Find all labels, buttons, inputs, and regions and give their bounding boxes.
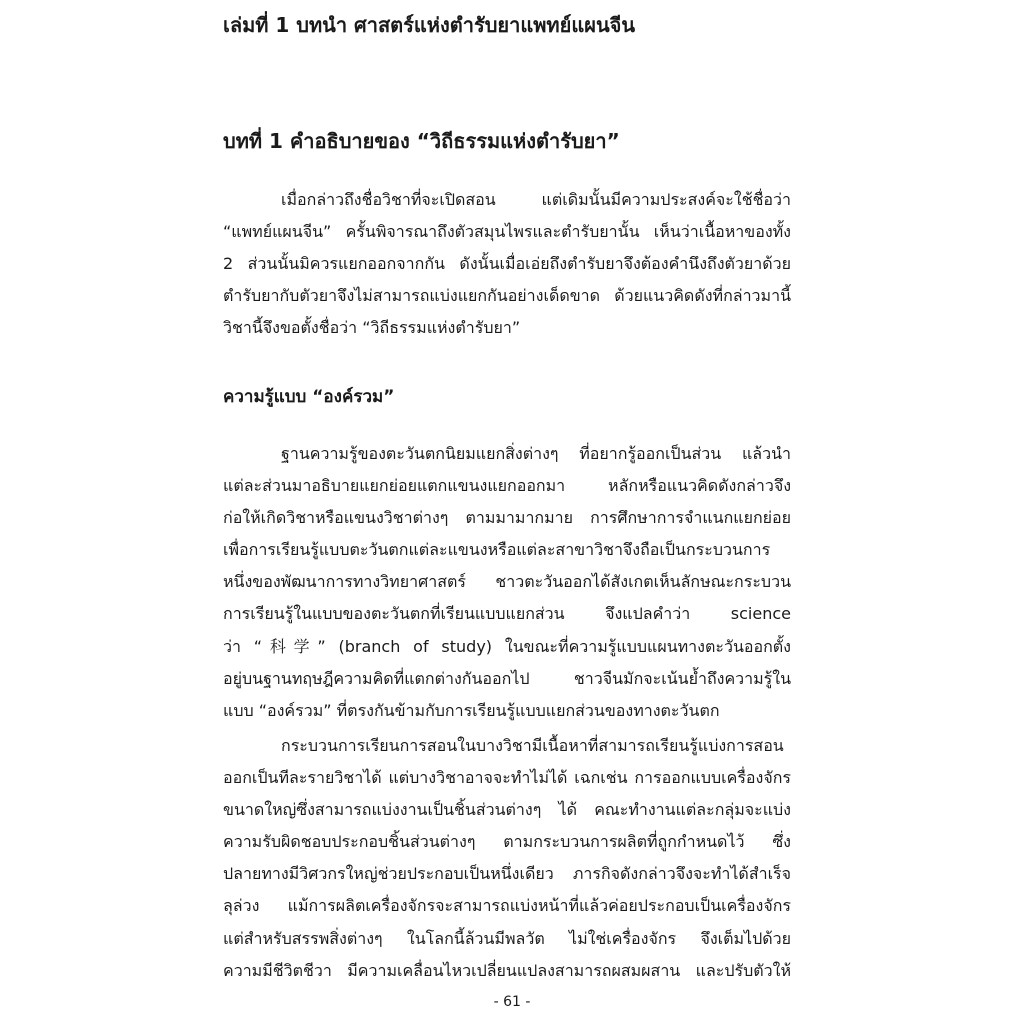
paragraph-line: “แพทย์แผนจีน” ครั้นพิจารณาถึงตัวสมุนไพรและตำรับยานั้น เห็นว่าเนื้อหาของทั้ง [223,222,791,242]
paragraph-line: อยู่บนฐานทฤษฎีความคิดที่แตกต่างกันออกไป ชาวจีนมักจะเน้นย้ำถึงความรู้ใน [223,668,791,688]
paragraph-line: ฐานความรู้ของตะวันตกนิยมแยกสิ่งต่างๆ ที่อยากรู้ออกเป็นส่วน แล้วนำ [281,444,791,463]
paragraph-line: ตำรับยากับตัวยาจึงไม่สามารถแบ่งแยกกันอย่างเด็ดขาด ด้วยแนวคิดดังที่กล่าวมานี้ [223,286,791,306]
paragraph-line: ความรับผิดชอบประกอบชิ้นส่วนต่างๆ ตามกระบวนการผลิตที่ถูกกำหนดไว้ ซึ่ง [223,832,791,852]
paragraph-line: เมื่อกล่าวถึงชื่อวิชาที่จะเปิดสอน แต่เดิมนั้นมีความประสงค์จะใช้ชื่อว่า [281,190,791,209]
section-heading: ความรู้แบบ “องค์รวม” [223,387,395,407]
chapter-title: บทที่ 1 คำอธิบายของ “วิถีธรรมแห่งตำรับยา” [223,129,620,153]
paragraph-line: วิชานี้จึงขอตั้งชื่อว่า “วิถีธรรมแห่งตำรับยา” [223,318,521,338]
paragraph-line: ลุล่วง แม้การผลิตเครื่องจักรจะสามารถแบ่งหน้าที่แล้วค่อยประกอบเป็นเครื่องจักร [223,896,791,916]
paragraph-line: ความมีชีวิตชีวา มีความเคลื่อนไหวเปลี่ยนแปลงสามารถผสมผสาน และปรับตัวให้ [223,960,791,980]
paragraph-line: ว่า “科学” (branch of study) ในขณะที่ความรู้แบบแผนทางตะวันออกตั้ง [223,636,791,656]
paragraph-line: แบบ “องค์รวม” ที่ตรงกันข้ามกับการเรียนรู้แบบแยกส่วนของทางตะวันตก [223,700,720,720]
paragraph-intro [223,184,791,344]
paragraph-learning-process [223,730,791,987]
paragraph-holistic [223,438,791,727]
paragraph-line: ขนาดใหญ่ซึ่งสามารถแบ่งงานเป็นชิ้นส่วนต่างๆ ได้ คณะทำงานแต่ละกลุ่มจะแบ่ง [223,800,791,820]
paragraph-line: ก่อให้เกิดวิชาหรือแขนงวิชาต่างๆ ตามมามากมาย การศึกษาการจำแนกแยกย่อย [223,508,791,528]
paragraph-line: การเรียนรู้ในแบบของตะวันตกที่เรียนแบบแยกส่วน จึงแปลคำว่า science [223,604,791,624]
paragraph-line: แต่สำหรับสรรพสิ่งต่างๆ ในโลกนี้ล้วนมีพลวัต ไม่ใช่เครื่องจักร จึงเต็มไปด้วย [223,928,791,948]
paragraph-line: ปลายทางมีวิศวกรใหญ่ช่วยประกอบเป็นหนึ่งเดียว ภารกิจดังกล่าวจึงจะทำได้สำเร็จ [223,864,791,884]
paragraph-line: ออกเป็นทีละรายวิชาได้ แต่บางวิชาอาจจะทำไม่ได้ เฉกเช่น การออกแบบเครื่องจักร [223,768,791,788]
book-title-header: เล่มที่ 1 บทนำ ศาสตร์แห่งตำรับยาแพทย์แผนจีน [223,13,636,37]
paragraph-line: 2 ส่วนนั้นมิควรแยกออกจากกัน ดังนั้นเมื่อเอ่ยถึงตำรับยาจึงต้องคำนึงถึงตัวยาด้วย [223,254,791,274]
page-number: - 61 - [493,994,531,1010]
paragraph-line: เพื่อการเรียนรู้แบบตะวันตกแต่ละแขนงหรือแต่ละสาขาวิชาจึงถือเป็นกระบวนการ [223,540,771,560]
paragraph-line: หนึ่งของพัฒนาการทางวิทยาศาสตร์ ชาวตะวันออกได้สังเกตเห็นลักษณะกระบวน [223,572,791,592]
paragraph-line: กระบวนการเรียนการสอนในบางวิชามีเนื้อหาที่สามารถเรียนรู้แบ่งการสอน [281,736,784,755]
paragraph-line: แต่ละส่วนมาอธิบายแยกย่อยแตกแขนงแยกออกมา หลักหรือแนวคิดดังกล่าวจึง [223,476,791,496]
